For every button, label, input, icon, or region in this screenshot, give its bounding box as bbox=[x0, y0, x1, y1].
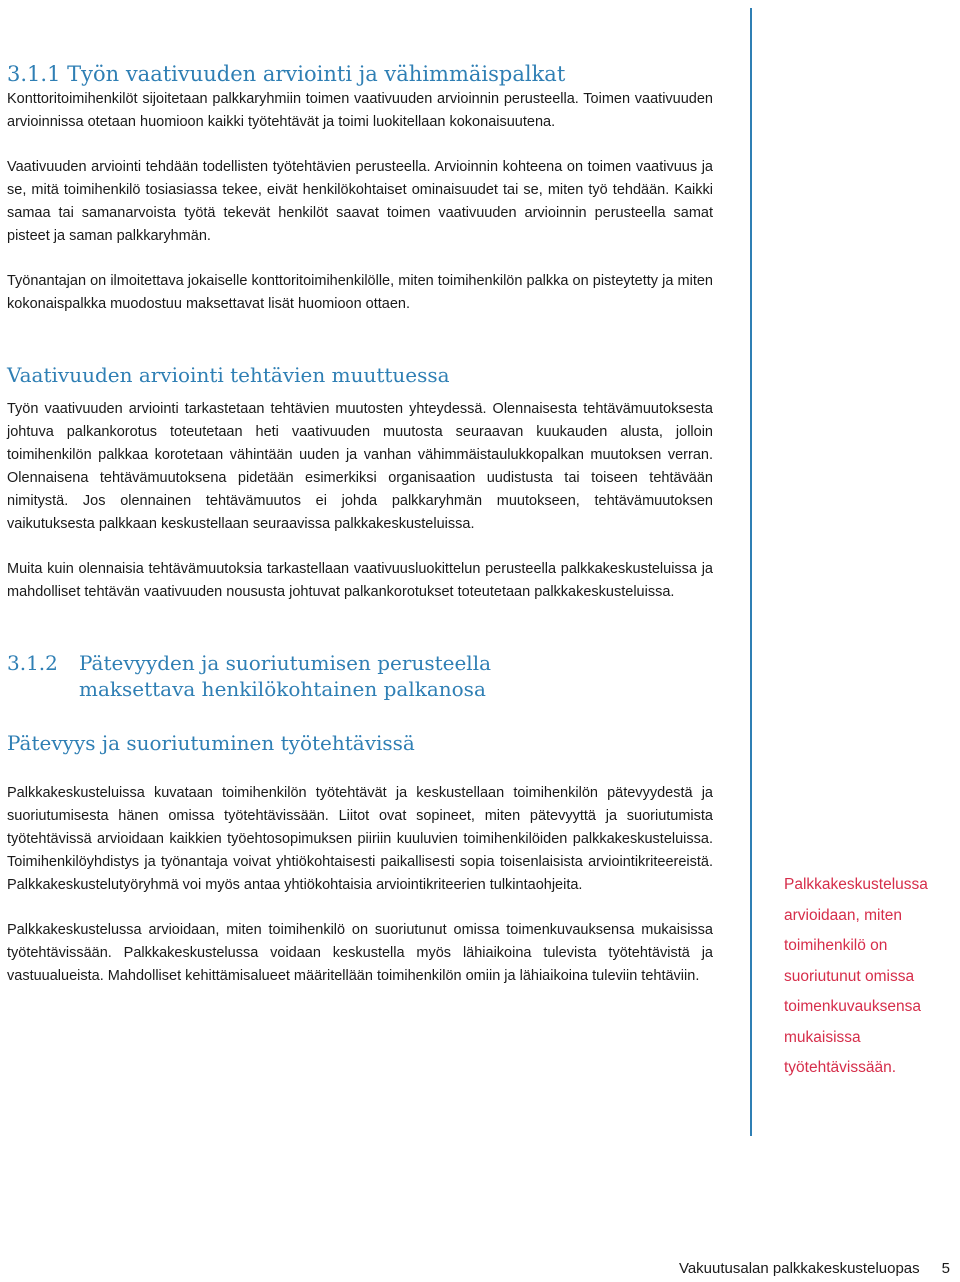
paragraph: Palkkakeskustelussa arvioidaan, miten toimihenkilö on suoriutunut omissa toimenkuvauksensa mukaisissa työtehtävissään. Palkkakeskustelussa voidaan keskustella myös lähiaikoina tulevista työtehtävistä ja vastuualueista. Mahdolliset kehittämisalueet määritellään toimihenkilön omiin ja lähiaikoina tuleviin tehtäviin. bbox=[7, 922, 713, 984]
page-number: 5 bbox=[941, 1260, 950, 1277]
paragraph: Palkkakeskusteluissa kuvataan toimihenkilön työtehtävät ja keskustellaan toimihenkilön pätevyydestä ja suoriutumisesta hänen omissa työtehtävissään. Liitot ovat sopineet, miten pätevyyttä ja suoriutumista työtehtävissä arvioidaan kaikkien työehtosopimuksen piiriin kuuluvien toimihenkilöiden palkkakeskusteluissa. Toimihenkilöyhdistys ja työnantaja voivat yhtiökohtaisesti paikallisesti sopia toisenlaisista arviointikriteereistä. Palkkakeskustelutyöryhmä voi myös antaa yhtiökohtaisia arviointikriteerien tulkintaohjeita. bbox=[7, 785, 713, 893]
paragraph: Konttoritoimihenkilöt sijoitetaan palkkaryhmiin toimen vaativuuden arvioinnin perusteella. Toimen vaativuuden arvioinnissa otetaan huomioon kaikki työtehtävät ja toimi luokitellaan kokonaisuutena. bbox=[7, 91, 713, 130]
margin-rule bbox=[750, 8, 752, 1136]
section-number: 3.1.2 bbox=[7, 651, 58, 675]
heading-line: maksettava henkilökohtainen palkanosa bbox=[79, 677, 486, 701]
section-heading-3-1-1: 3.1.1 Työn vaativuuden arviointi ja vähimmäispalkat bbox=[7, 62, 566, 86]
pull-quote: Palkkakeskustelussa arvioidaan, miten toimihenkilö on suoriutunut omissa toimenkuvauksensa mukaisissa työtehtävissään. bbox=[784, 876, 928, 1076]
subheading-competence: Pätevyys ja suoriutuminen työtehtävissä bbox=[7, 731, 415, 755]
main-column bbox=[7, 60, 713, 988]
section-heading-3-1-2 bbox=[7, 650, 713, 702]
paragraph: Työn vaativuuden arviointi tarkastetaan tehtävien muutosten yhteydessä. Olennaisesta tehtävämuutoksesta johtuva palkankorotus toteutetaan heti vaativuuden muutosta seuraavan kuukauden alusta, jolloin toimihenkilön palkkaa korotetaan vähintään uuden ja vanhan vähimmäistaulukkopalkan muutoksen verran. Olennaisena tehtävämuutoksena pidetään esimerkiksi organisaation uudistusta tai toiseen tehtävään nimitystä. Jos olennainen tehtävämuutos ei johda palkkaryhmän muutokseen, tehtävämuutoksen vaikutuksesta palkkaan keskustellaan seuraavissa palkkakeskusteluissa. bbox=[7, 401, 713, 532]
footer-title: Vakuutusalan palkkakeskusteluopas bbox=[678, 1260, 920, 1277]
paragraph: Työnantajan on ilmoitettava jokaiselle konttoritoimihenkilölle, miten toimihenkilön palkka on pisteytetty ja miten kokonaispalkka muodostuu maksettavat lisät huomioon ottaen. bbox=[7, 273, 713, 312]
heading-line: Pätevyyden ja suoriutumisen perusteella bbox=[79, 651, 492, 675]
paragraph: Muita kuin olennaisia tehtävämuutoksia tarkastellaan vaativuusluokittelun perusteella palkkakeskusteluissa ja mahdolliset tehtävän vaativuuden noususta johtuvat palkankorotukset toteutetaan palkkakeskusteluissa. bbox=[7, 561, 713, 600]
subheading-task-change: Vaativuuden arviointi tehtävien muuttuessa bbox=[7, 363, 450, 387]
paragraph: Vaativuuden arviointi tehdään todellisten työtehtävien perusteella. Arvioinnin kohteena on toimen vaativuus ja se, mitä toimihenkilö tosiasiassa tekee, eivät henkilökohtaiset ominaisuudet tai se, miten työ tehdään. Kaikki samaa tai samanarvoista työtä tekevät henkilöt saavat toimen vaativuuden arvioinnin perusteella samat pisteet ja saman palkkaryhmän. bbox=[7, 159, 713, 244]
page-footer bbox=[679, 1260, 950, 1277]
